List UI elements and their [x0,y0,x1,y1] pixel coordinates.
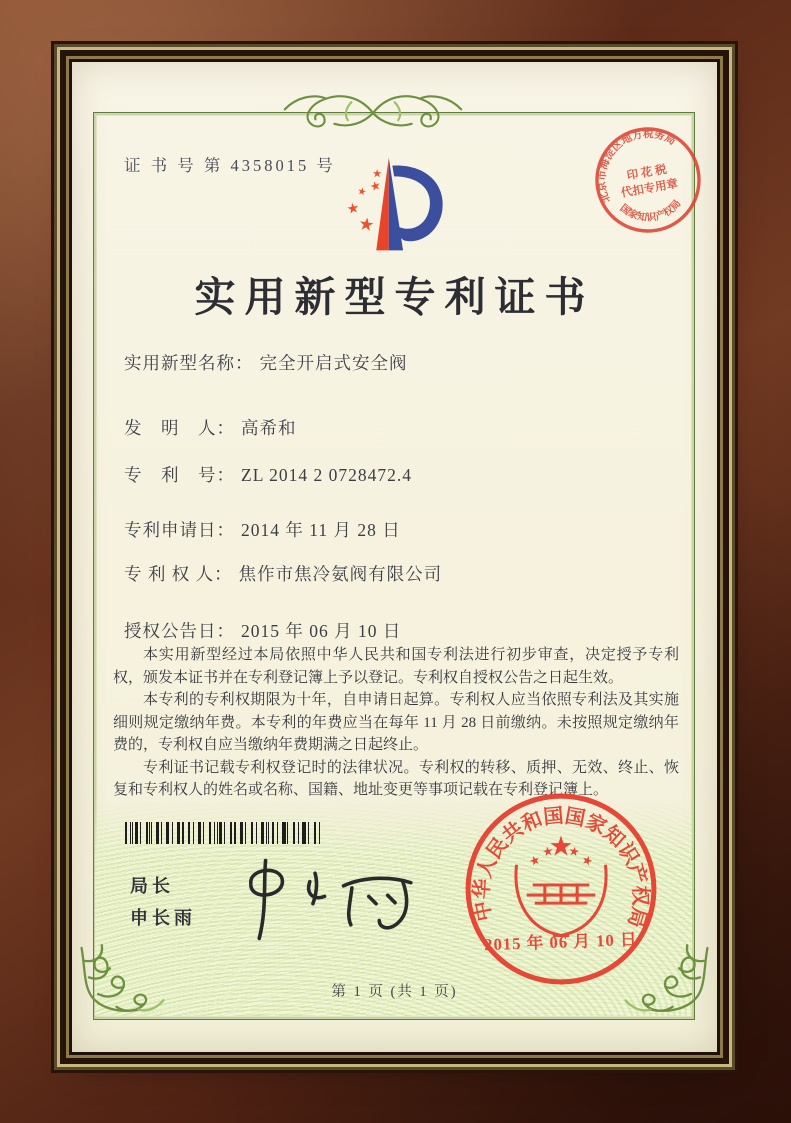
authority-seal-ring-text: 中华人民共和国国家知识产权局 [470,805,651,931]
top-flourish-ornament [263,86,483,140]
legal-paragraph-2: 本专利的专利权期限为十年，自申请日起算。专利权人应当依照专利法及其实施细则规定缴纳年费。本专利的年费应当在每年 11 月 28 日前缴纳。未按照规定缴纳年费的，专利权自应当缴纳年费期满之日起终止。 [113,692,679,753]
field-patent-number [124,462,412,487]
field-label: 专利申请日： [124,520,235,540]
legal-paragraph-3: 专利证书记载专利权登记时的法律状况。专利权的转移、质押、无效、终止、恢复和专利权人的姓名或名称、国籍、地址变更等事项记载在专利登记簿上。 [113,759,679,798]
field-filing-date [124,517,401,542]
field-label: 专 利 权 人： [124,564,233,584]
tax-stamp-arc-bottom-text: 国家知识产权局 [617,198,684,224]
field-inventor [124,415,297,440]
field-value: 2015 年 06 月 10 日 [241,621,402,641]
field-value: 2014 年 11 月 28 日 [241,520,401,540]
field-utility-model-name [124,350,408,375]
authority-seal [460,788,662,990]
legal-text [113,644,679,802]
field-label: 专 利 号： [124,465,235,485]
legal-paragraph-1: 本实用新型经过本局依照中华人民共和国专利法进行初步审查，决定授予专利权，颁发本证书并在专利登记簿上予以登记。专利权自授权公告之日起生效。 [113,647,679,686]
certificate-number: 证 书 号 第 4358015 号 [124,156,336,175]
officer-name: 申长雨 [130,908,196,928]
field-value: ZL 2014 2 0728472.4 [241,465,412,485]
certificate-paper [72,62,717,1052]
field-label: 实用新型名称： [124,353,254,373]
officer-block [130,870,196,934]
tax-stamp-arc-top-text: 北京市海淀区地方税务局 [596,129,677,205]
sipo-logo-icon [325,154,465,254]
tax-stamp-line2: 代扣专用章 [620,177,679,200]
authority-seal-date: 2015 年 06 月 10 日 [483,929,638,955]
officer-title: 局长 [130,876,174,896]
tax-stamp-line1: 印 花 税 [625,163,668,183]
signature [234,854,434,944]
national-emblem-icon [528,835,593,866]
national-emblem-building [516,865,606,936]
barcode [125,822,322,844]
field-grant-publication-date [124,618,401,643]
field-patentee [124,561,442,586]
tax-stamp-seal [578,110,717,249]
field-value: 高希和 [241,418,297,438]
field-value: 完全开启式安全阀 [259,353,408,373]
field-label: 授权公告日： [124,621,235,641]
certificate-title: 实用新型专利证书 [194,274,595,320]
field-value: 焦作市焦冷氨阀有限公司 [238,564,443,584]
field-label: 发 明 人： [124,418,235,438]
page-number: 第 1 页 (共 1 页) [331,984,458,1000]
